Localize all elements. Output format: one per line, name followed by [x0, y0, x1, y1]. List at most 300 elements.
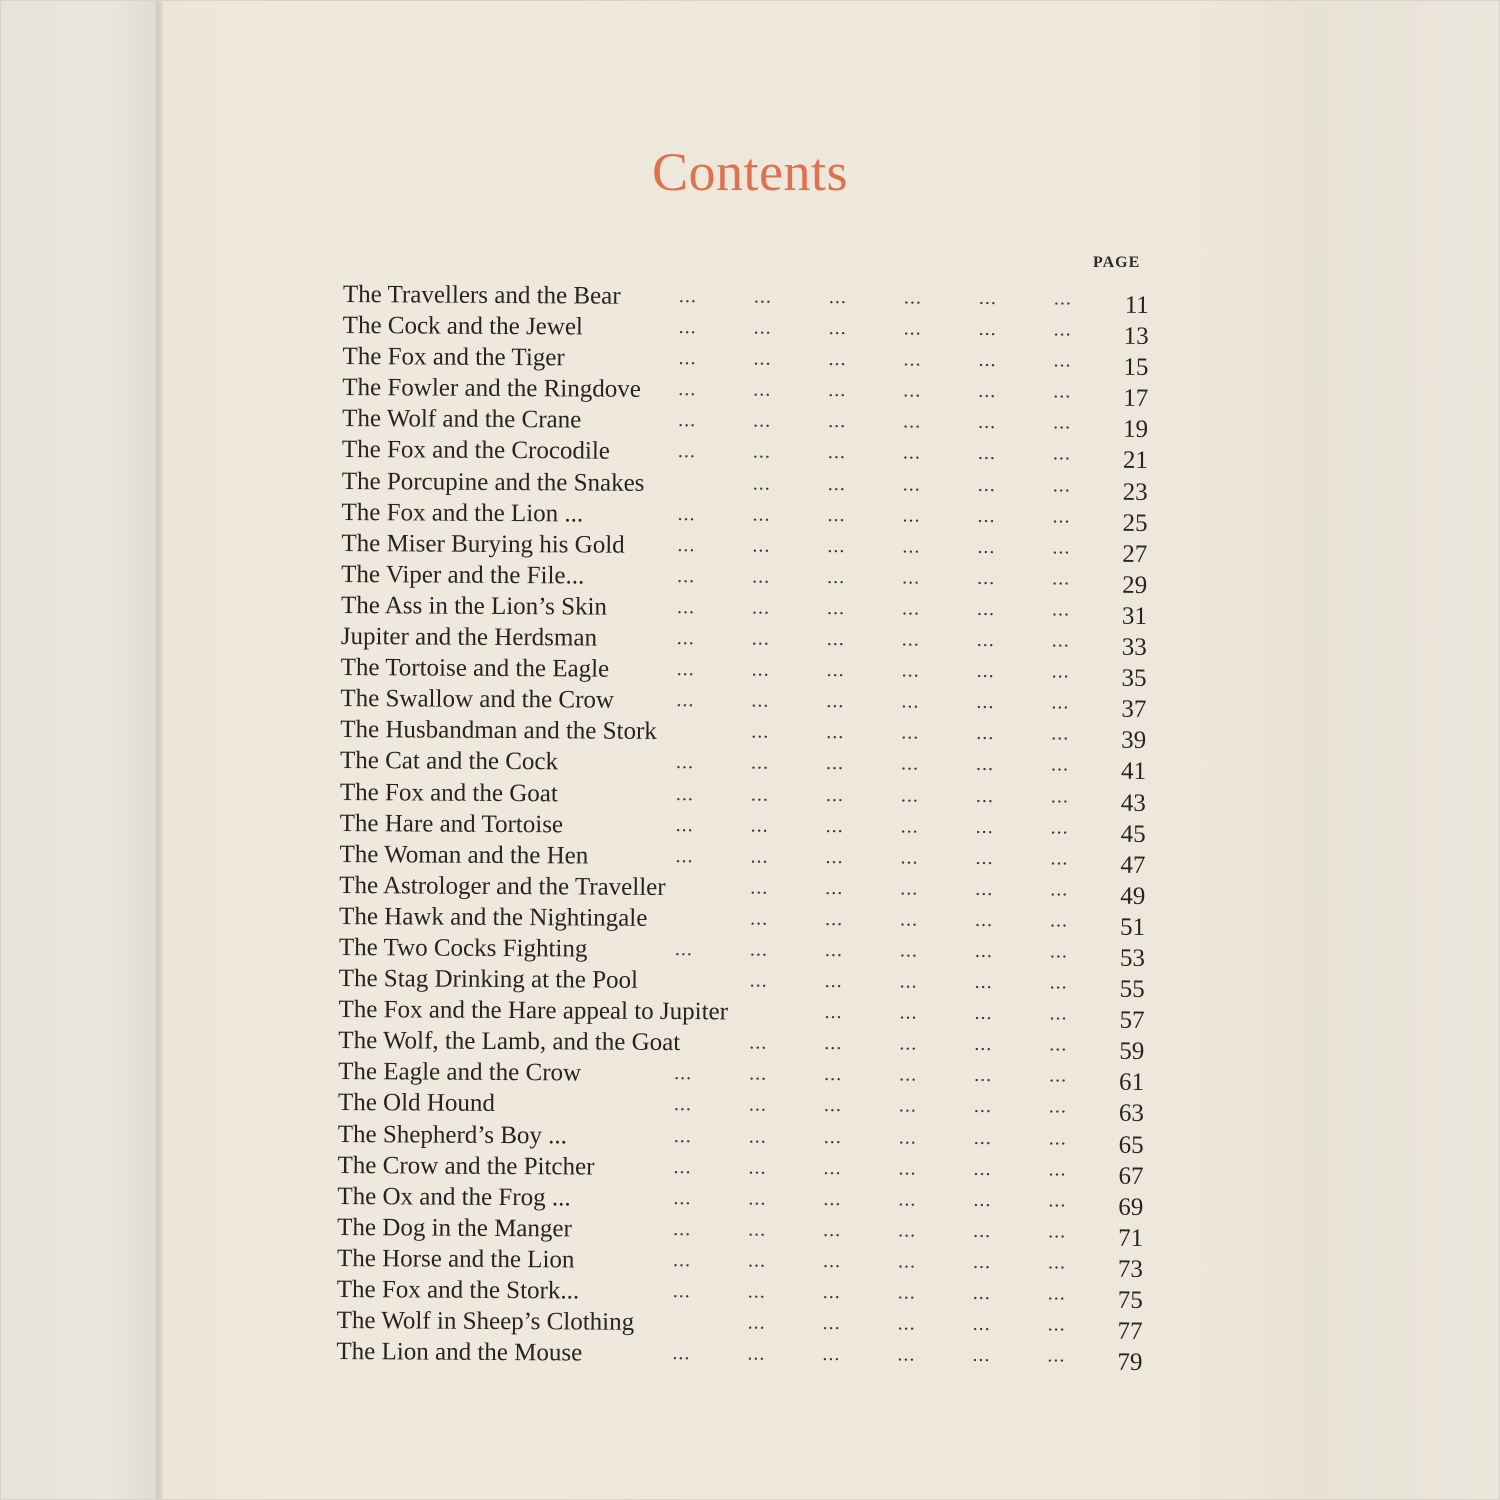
- dot-leader: ...: [678, 347, 697, 370]
- toc-entry-title: The Astrologer and the Traveller: [339, 871, 666, 901]
- dot-leader: ...: [1053, 287, 1072, 310]
- dot-leader: ...: [675, 782, 694, 805]
- dot-leader: ...: [978, 349, 997, 372]
- dot-leader: ...: [753, 347, 772, 370]
- dot-leader: ...: [1049, 940, 1068, 963]
- dot-leader: ...: [975, 753, 995, 776]
- toc-entry-page-number: 31: [1121, 602, 1148, 630]
- dot-leader: ...: [977, 566, 996, 589]
- toc-entry: [337, 1181, 1145, 1221]
- dot-leader: ...: [747, 1249, 767, 1272]
- dot-leader: ...: [898, 1125, 917, 1149]
- dot-leader: ...: [974, 939, 993, 962]
- dot-leader: ...: [753, 378, 772, 401]
- dot-leader: ...: [751, 720, 770, 743]
- toc-entry-page-number: 25: [1122, 509, 1148, 537]
- dot-leader: ...: [901, 690, 920, 713]
- toc-entry-title: The Eagle and the Crow: [338, 1058, 582, 1087]
- dot-leader: ...: [823, 1125, 842, 1148]
- dot-leader: ...: [827, 534, 846, 557]
- dot-leader: ...: [1051, 660, 1070, 683]
- dot-leader: ...: [900, 877, 919, 900]
- toc-entry-page-number: 65: [1118, 1131, 1144, 1159]
- dot-leader: ...: [823, 1156, 842, 1179]
- dot-leader: ...: [747, 1342, 766, 1365]
- toc-entry-page-number: 59: [1119, 1038, 1145, 1066]
- dot-leader: ...: [975, 877, 994, 900]
- toc-entry: [339, 745, 1148, 786]
- toc-entry: [341, 528, 1149, 568]
- dot-leader: ...: [975, 815, 994, 838]
- dot-leader: ...: [750, 845, 769, 868]
- toc-entry-title: The Husbandman and the Stork: [340, 716, 657, 746]
- toc-entry-page-number: 13: [1123, 322, 1149, 351]
- dot-leader: ...: [749, 1062, 768, 1085]
- toc-entry: [342, 372, 1150, 413]
- toc-entry-title: The Cat and the Cock: [339, 747, 559, 776]
- dot-leader: ...: [676, 595, 696, 619]
- dot-leader: ...: [899, 939, 918, 962]
- dot-leader: ...: [749, 1031, 768, 1054]
- toc-entry: [338, 932, 1147, 972]
- dot-leader: ...: [901, 721, 920, 744]
- dot-leader: ...: [828, 348, 847, 371]
- dot-leader: ...: [825, 876, 844, 899]
- toc-entry: [342, 279, 1151, 319]
- dot-leader: ...: [824, 970, 843, 993]
- toc-entry-page-number: 47: [1120, 851, 1146, 879]
- dot-leader: ...: [976, 722, 995, 745]
- dot-leader: ...: [897, 1343, 916, 1366]
- toc-entry-page-number: 63: [1118, 1100, 1144, 1128]
- page-title: Contents: [651, 142, 848, 202]
- dot-leader: ...: [900, 783, 919, 807]
- dot-leader: ...: [976, 691, 995, 714]
- dot-leader: ...: [676, 658, 695, 681]
- dot-leader: ...: [826, 659, 845, 682]
- dot-leader: ...: [899, 970, 918, 993]
- toc-entry: [338, 1056, 1146, 1097]
- toc-entry-title: The Porcupine and the Snakes: [341, 467, 645, 497]
- dot-leader: ...: [748, 1156, 767, 1179]
- toc-entry-title: The Cock and the Jewel: [342, 312, 583, 341]
- toc-entry-title: The Fox and the Stork...: [336, 1275, 580, 1305]
- dot-leader: ...: [902, 535, 921, 558]
- toc-entry-title: The Wolf and the Crane: [342, 405, 582, 434]
- dot-leader: ...: [1050, 847, 1069, 870]
- toc-entry-page-number: 77: [1117, 1317, 1143, 1345]
- toc-entry-title: Jupiter and the Herdsman: [340, 623, 598, 652]
- dot-leader: ...: [902, 566, 921, 589]
- dot-leader: ...: [825, 845, 844, 868]
- dot-leader: ...: [673, 1186, 692, 1209]
- dot-leader: ...: [973, 1095, 993, 1118]
- dot-leader: ...: [977, 473, 996, 496]
- dot-leader: ...: [828, 379, 847, 402]
- dot-leader: ...: [898, 1188, 917, 1211]
- dot-leader: ...: [747, 1280, 766, 1303]
- dot-leader: ...: [825, 752, 845, 775]
- dot-leader: ...: [827, 503, 846, 526]
- dot-leader: ...: [897, 1250, 917, 1273]
- dot-leader: ...: [753, 316, 772, 339]
- toc-entry: [338, 994, 1146, 1035]
- dot-leader: ...: [677, 564, 696, 588]
- dot-leader: ...: [828, 317, 847, 340]
- toc-entry-page-number: 43: [1120, 789, 1146, 817]
- toc-entry: [337, 1212, 1145, 1252]
- dot-leader: ...: [747, 1311, 766, 1334]
- dot-leader: ...: [750, 876, 769, 899]
- dot-leader: ...: [900, 815, 919, 838]
- dot-leader: ...: [898, 1094, 918, 1117]
- dot-leader: ...: [1052, 473, 1071, 497]
- dot-leader: ...: [973, 1157, 992, 1180]
- toc-entry-page-number: 15: [1123, 353, 1149, 382]
- toc-entry: [341, 466, 1150, 506]
- dot-leader: ...: [823, 1094, 843, 1117]
- dot-leader: ...: [825, 907, 844, 930]
- dot-leader: ...: [977, 535, 996, 558]
- toc-entry: [342, 403, 1150, 444]
- toc-entry-page-number: 73: [1117, 1255, 1144, 1283]
- dot-leader: ...: [899, 1063, 918, 1086]
- dot-leader: ...: [826, 627, 845, 651]
- toc-entry-title: The Crow and the Pitcher: [337, 1151, 595, 1181]
- dot-leader: ...: [675, 844, 694, 867]
- toc-entry-title: The Fox and the Goat: [339, 778, 558, 807]
- dot-leader: ...: [677, 502, 696, 525]
- toc-entry-title: The Wolf, the Lamb, and the Goat: [338, 1027, 681, 1057]
- dot-leader: ...: [977, 442, 997, 465]
- toc-entry: [336, 1243, 1145, 1283]
- dot-leader: ...: [1047, 1282, 1066, 1305]
- dot-leader: ...: [897, 1281, 916, 1304]
- toc-entry: [340, 590, 1149, 630]
- toc-entry-title: The Lion and the Mouse: [336, 1338, 583, 1367]
- dot-leader: ...: [899, 1032, 918, 1055]
- dot-leader: ...: [673, 1124, 692, 1147]
- dot-leader: ...: [672, 1248, 692, 1272]
- toc-entry: [339, 870, 1147, 910]
- dot-leader: ...: [902, 441, 922, 465]
- dot-leader: ...: [752, 565, 771, 588]
- dot-leader: ...: [1047, 1344, 1066, 1367]
- dot-leader: ...: [1049, 971, 1068, 994]
- dot-leader: ...: [1052, 504, 1071, 528]
- dot-leader: ...: [1049, 1033, 1068, 1056]
- dot-leader: ...: [1048, 1095, 1068, 1118]
- toc-entry: [340, 652, 1149, 693]
- dot-leader: ...: [1050, 753, 1070, 776]
- dot-leader: ...: [1050, 815, 1069, 839]
- toc-entry-title: The Hawk and the Nightingale: [339, 902, 648, 932]
- dot-leader: ...: [972, 1312, 991, 1336]
- dot-leader: ...: [676, 627, 695, 650]
- dot-leader: ...: [1051, 691, 1070, 714]
- dot-leader: ...: [973, 1188, 992, 1211]
- dot-leader: ...: [978, 317, 997, 341]
- dot-leader: ...: [751, 689, 770, 712]
- dot-leader: ...: [902, 472, 921, 496]
- toc-entry: [337, 1150, 1145, 1190]
- toc-entry-page-number: 27: [1122, 540, 1148, 568]
- toc-entry: [341, 497, 1149, 537]
- toc-entry-page-number: 79: [1117, 1348, 1143, 1377]
- dot-leader: ...: [824, 1032, 843, 1055]
- dot-leader: ...: [977, 504, 996, 527]
- dot-leader: ...: [1048, 1189, 1067, 1212]
- toc-entry-title: The Shepherd’s Boy ...: [337, 1120, 567, 1149]
- toc-entry-title: The Wolf in Sheep’s Clothing: [336, 1307, 635, 1336]
- dot-leader: ...: [751, 627, 770, 650]
- dot-leader: ...: [751, 658, 770, 681]
- toc-entry-page-number: 17: [1123, 385, 1149, 413]
- toc-entry-title: The Fowler and the Ringdove: [342, 374, 641, 404]
- dot-leader: ...: [1052, 442, 1072, 465]
- table-of-contents: [336, 279, 1151, 1377]
- dot-leader: ...: [975, 784, 994, 807]
- dot-leader: ...: [752, 472, 771, 495]
- dot-leader: ...: [672, 1342, 691, 1365]
- dot-leader: ...: [673, 1155, 692, 1178]
- dot-leader: ...: [822, 1343, 841, 1366]
- toc-entry: [336, 1274, 1145, 1314]
- dot-leader: ...: [752, 534, 771, 557]
- dot-leader: ...: [903, 348, 922, 371]
- toc-entry: [337, 1087, 1146, 1128]
- toc-entry-page-number: 61: [1119, 1069, 1145, 1097]
- dot-leader: ...: [1050, 909, 1069, 932]
- dot-leader: ...: [752, 503, 771, 526]
- toc-entry-title: The Ox and the Frog ...: [337, 1182, 571, 1212]
- dot-leader: ...: [898, 1157, 917, 1180]
- dot-leader: ...: [822, 1312, 841, 1335]
- toc-entry-page-number: 41: [1120, 758, 1147, 786]
- dot-leader: ...: [673, 1093, 693, 1116]
- dot-leader: ...: [1049, 1002, 1068, 1025]
- toc-entry-page-number: 67: [1118, 1162, 1144, 1190]
- toc-entry-title: The Stag Drinking at the Pool: [338, 965, 639, 994]
- dot-leader: ...: [822, 1249, 842, 1272]
- toc-entry-title: The Viper and the File...: [341, 560, 585, 590]
- dot-leader: ...: [750, 751, 770, 775]
- dot-leader: ...: [972, 1250, 992, 1273]
- dot-leader: ...: [749, 938, 768, 961]
- dot-leader: ...: [824, 1063, 843, 1086]
- dot-leader: ...: [753, 285, 772, 308]
- dot-leader: ...: [976, 597, 996, 620]
- dot-leader: ...: [903, 286, 922, 309]
- dot-leader: ...: [974, 1002, 993, 1025]
- toc-entry-page-number: 55: [1119, 975, 1145, 1003]
- toc-entry: [342, 341, 1150, 382]
- dot-leader: ...: [1049, 1064, 1068, 1087]
- dot-leader: ...: [900, 846, 919, 869]
- toc-entry-page-number: 29: [1122, 571, 1148, 599]
- dot-leader: ...: [748, 1218, 767, 1241]
- toc-entry-title: The Tortoise and the Eagle: [340, 654, 610, 683]
- background-surface: [1305, 0, 1500, 1500]
- dot-leader: ...: [1051, 629, 1070, 652]
- toc-entry-title: The Fox and the Lion ...: [341, 498, 584, 528]
- dot-leader: ...: [978, 411, 997, 434]
- dot-leader: ...: [749, 969, 768, 992]
- toc-entry-title: The Horse and the Lion: [336, 1244, 575, 1274]
- dot-leader: ...: [678, 316, 697, 339]
- dot-leader: ...: [903, 410, 922, 433]
- toc-entry: [340, 621, 1149, 661]
- dot-leader: ...: [827, 565, 846, 588]
- dot-leader: ...: [675, 813, 694, 836]
- dot-leader: ...: [823, 1187, 842, 1210]
- dot-leader: ...: [978, 286, 997, 309]
- dot-leader: ...: [1052, 536, 1071, 559]
- dot-leader: ...: [751, 596, 771, 619]
- toc-entry: [339, 776, 1148, 817]
- dot-leader: ...: [753, 409, 772, 432]
- dot-leader: ...: [903, 379, 922, 402]
- dot-leader: ...: [826, 690, 845, 713]
- dot-leader: ...: [748, 1093, 768, 1117]
- toc-entry-page-number: 21: [1122, 447, 1148, 475]
- toc-entry: [339, 808, 1148, 848]
- dot-leader: ...: [974, 1064, 993, 1087]
- toc-entry-title: The Fox and the Tiger: [342, 343, 565, 372]
- dot-leader: ...: [827, 472, 846, 495]
- dot-leader: ...: [897, 1312, 916, 1335]
- dot-leader: ...: [672, 1280, 691, 1303]
- toc-entry: [336, 1336, 1144, 1377]
- toc-entry-title: The Fox and the Crocodile: [341, 436, 611, 466]
- dot-leader: ...: [974, 1033, 993, 1056]
- toc-entry-page-number: 49: [1120, 882, 1146, 910]
- toc-entry-page-number: 69: [1118, 1193, 1144, 1221]
- toc-entry-title: The Swallow and the Crow: [340, 685, 615, 714]
- dot-leader: ...: [1051, 722, 1070, 745]
- dot-leader: ...: [902, 504, 921, 527]
- toc-entry-page-number: 71: [1118, 1224, 1144, 1252]
- dot-leader: ...: [901, 628, 920, 651]
- dot-leader: ...: [903, 317, 922, 340]
- toc-entry-title: The Fox and the Hare appeal to Jupiter: [338, 996, 729, 1026]
- dot-leader: ...: [898, 1219, 917, 1242]
- dot-leader: ...: [828, 285, 847, 309]
- dot-leader: ...: [750, 783, 769, 806]
- dot-leader: ...: [1047, 1313, 1066, 1336]
- toc-entry: [340, 683, 1148, 724]
- dot-leader: ...: [973, 1219, 992, 1242]
- dot-leader: ...: [1048, 1157, 1067, 1181]
- toc-entry: [339, 901, 1147, 941]
- dot-leader: ...: [748, 1125, 767, 1148]
- dot-leader: ...: [973, 1126, 992, 1149]
- dot-leader: ...: [1051, 598, 1071, 621]
- toc-entry-page-number: 37: [1121, 695, 1147, 724]
- dot-leader: ...: [1050, 784, 1069, 807]
- dot-leader: ...: [678, 285, 697, 308]
- toc-entry-page-number: 33: [1121, 633, 1147, 661]
- toc-entry: [341, 559, 1149, 599]
- dot-leader: ...: [824, 938, 843, 962]
- dot-leader: ...: [1050, 878, 1069, 901]
- dot-leader: ...: [828, 410, 847, 433]
- dot-leader: ...: [675, 751, 695, 774]
- dot-leader: ...: [676, 689, 695, 712]
- dot-leader: ...: [674, 1062, 693, 1085]
- page-column-heading: PAGE: [1093, 254, 1141, 271]
- toc-entry: [339, 839, 1147, 879]
- toc-entry-title: The Dog in the Manger: [337, 1213, 572, 1243]
- dot-leader: ...: [825, 783, 844, 806]
- toc-entry-page-number: 19: [1123, 416, 1149, 444]
- dot-leader: ...: [1053, 318, 1072, 341]
- dot-leader: ...: [1048, 1126, 1067, 1149]
- dot-leader: ...: [677, 533, 696, 556]
- toc-entry-title: The Hare and Tortoise: [339, 809, 564, 838]
- dot-leader: ...: [901, 659, 920, 682]
- dot-leader: ...: [750, 814, 769, 837]
- dot-leader: ...: [824, 1001, 843, 1024]
- dot-leader: ...: [750, 907, 769, 930]
- dot-leader: ...: [900, 908, 919, 931]
- dot-leader: ...: [974, 970, 993, 994]
- toc-entry-page-number: 57: [1119, 1006, 1145, 1035]
- toc-entry-title: The Two Cocks Fighting: [338, 933, 588, 963]
- left-page: [0, 0, 158, 1500]
- toc-entry-title: The Ass in the Lion’s Skin: [340, 591, 608, 621]
- toc-entry-page-number: 11: [1124, 291, 1149, 319]
- toc-entry-title: The Old Hound: [337, 1089, 495, 1118]
- toc-entry-page-number: 75: [1117, 1286, 1143, 1314]
- dot-leader: ...: [677, 440, 697, 463]
- dot-leader: ...: [752, 440, 772, 464]
- dot-leader: ...: [823, 1218, 842, 1241]
- toc-entry: [341, 434, 1150, 475]
- toc-entry-title: The Miser Burying his Gold: [341, 529, 625, 559]
- toc-entry: [338, 963, 1147, 1003]
- dot-leader: ...: [678, 378, 697, 401]
- toc-entry-title: The Woman and the Hen: [339, 840, 589, 870]
- dot-leader: ...: [1053, 411, 1072, 434]
- dot-leader: ...: [972, 1344, 991, 1367]
- toc-entry: [336, 1305, 1145, 1345]
- dot-leader: ...: [673, 1217, 692, 1240]
- toc-entry: [342, 310, 1151, 351]
- dot-leader: ...: [1053, 380, 1072, 403]
- toc-entry-page-number: 51: [1119, 913, 1146, 941]
- dot-leader: ...: [827, 441, 847, 464]
- dot-leader: ...: [899, 1001, 918, 1024]
- dot-leader: ...: [901, 597, 921, 620]
- dot-leader: ...: [678, 409, 697, 432]
- dot-leader: ...: [822, 1280, 841, 1304]
- toc-entry-page-number: 39: [1121, 727, 1147, 755]
- dot-leader: ...: [978, 380, 997, 403]
- dot-leader: ...: [900, 752, 920, 775]
- dot-leader: ...: [1048, 1220, 1067, 1243]
- toc-entry: [340, 714, 1148, 755]
- dot-leader: ...: [1052, 567, 1071, 590]
- dot-leader: ...: [825, 814, 844, 837]
- dot-leader: ...: [976, 660, 995, 683]
- dot-leader: ...: [748, 1187, 767, 1210]
- toc-entry-page-number: 23: [1122, 478, 1148, 506]
- dot-leader: ...: [826, 596, 846, 620]
- dot-leader: ...: [1047, 1251, 1067, 1274]
- dot-leader: ...: [975, 908, 994, 931]
- toc-entry-page-number: 53: [1119, 944, 1145, 972]
